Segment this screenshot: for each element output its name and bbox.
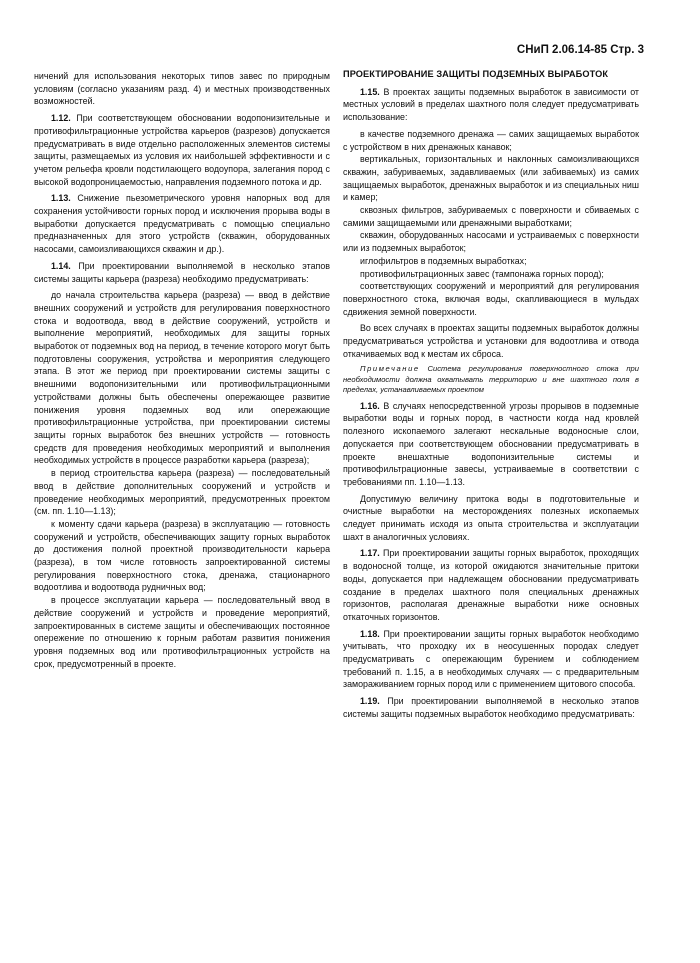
clause-number: 1.16.: [360, 400, 380, 411]
clause-number: 1.17.: [360, 548, 380, 559]
list-item: сквозных фильтров, забуриваемых с поверхности и сбиваемых с самими защищаемыми или дренажными выработками;: [343, 205, 639, 228]
note-text: Система регулирования поверхностного стока при необходимости должна охватывать территорию и вне шахтного поля в пределах, устанавливаемых проектом: [343, 364, 639, 395]
clause-text: При проектировании защиты горных выработок, проходящих в водоносной толще, из которой ожидаются значительные притоки воды, допускается при надлежащем обосновании предусматривать создание в пределах шахтного поля специальных дренажных горизонтов, располагая дренажные выработки ниже основных откаточных горизонтов.: [343, 548, 639, 622]
paragraph: [34, 70, 330, 108]
list-item: до начала строительства карьера (разреза) — ввод в действие внешних сооружений и устройств для регулирования поверхностного стока и водоотвода, ввод в действие сооружений, устройств и выполнение мероприятий, необходимых для защиты горных выработок от подземных вод на период, в течение которого могут быть подготовлены сооружения, устройства и мероприятия следующего этапа. В этот же период при проектировании системы защиты с внешними водопонизительными или противофильтрационными устройствами должны быть обеспечены опережающее развитие понижения уровня подземных вод или опережающие противофильтрационные устройства, при проектировании системы защиты горных выработок без внешних устройств — готовность средств для проведения необходимых мероприятий и выполнения необходимых устройств в процессе разработки карьера (разреза);: [34, 290, 330, 466]
paragraph: Допустимую величину притока воды в подготовительные и очистные выработки на месторождениях полезных ископаемых следует принимать исходя из опыта строительства и эксплуатации шахт в аналогичных условиях.: [343, 493, 639, 542]
list-item: к моменту сдачи карьера (разреза) в эксплуатацию — готовность сооружений и устройств, обеспечивающих защиту горных выработок до достижения полной проектной производительности карьера (разреза), в том числе готовность запроектированной системы регулирования поверхностного стока, дренажа, стационарного водоотлива и водоотвода рудничных вод;: [34, 518, 330, 593]
clause-text: В проектах защиты подземных выработок в зависимости от местных условий в пределах шахтного поля следует предусматривать использование:: [343, 86, 639, 123]
left-column: [34, 70, 330, 674]
clause-number: 1.12.: [51, 113, 71, 124]
clause-number: 1.18.: [360, 628, 380, 639]
clause-text: При проектировании защиты горных выработок необходимо учитывать, что проходку их в неосушенных породах следует предусматривать с опережающим бурением и соблюдением требований п. 1.15, а в необходимых случаях — с предварительным замораживанием горных пород или с применением щитового способа.: [343, 628, 639, 690]
list-item: в период строительства карьера (разреза) — последовательный ввод в действие дополнительных сооружений и устройств и проведение необходимых мероприятий, предусмотренных проектом (см. пп. 1.10—1.13);: [34, 468, 330, 517]
clause-text: В случаях непосредственной угрозы прорывов в подземные выработки воды и горных пород, в частности когда над кровлей полезного ископаемого залегают нескальные водоносные слои, допускается при соответствующем обосновании предусматривать в проекте внешахтные водопонизительные системы и противофильтрационные завесы, устраиваемые в соответствии с требованиями пп. 1.10—1.13.: [343, 400, 639, 487]
page-header: СНиП 2.06.14-85 Стр. 3: [516, 44, 644, 56]
clause-number: 1.14.: [51, 260, 71, 271]
list-item: иглофильтров в подземных выработках;: [360, 255, 527, 266]
clause-number: 1.19.: [360, 696, 380, 707]
clause-1-15: [343, 86, 639, 124]
clause-1-13: [34, 192, 330, 256]
clause-text: Снижение пьезометрического уровня напорных вод для сохранения устойчивости горных пород и исключения прорыва воды в выработки допускается предусматривать с помощью специально предназначенных для этого устройств (скважин, оборудованных насосами, самоизливающихся скважин и др.).: [34, 193, 330, 255]
list-item: в качестве подземного дренажа — самих защищаемых выработок с устройством в них дренажных канавок;: [343, 128, 639, 152]
clause-1-19: [343, 695, 639, 720]
clause-1-17: [343, 547, 639, 623]
list-item: противофильтрационных завес (тампонажа горных пород);: [360, 268, 604, 279]
clause-number: 1.15.: [360, 86, 380, 97]
paragraph: Во всех случаях в проектах защиты подземных выработок должны предусматриваться устройства и установки для водоотлива и отвода откачиваемых вод к местам их сброса.: [343, 323, 639, 359]
note-label: Примечание: [360, 364, 420, 374]
clause-1-18: [343, 628, 639, 692]
clause-1-16: [343, 400, 639, 489]
note: [343, 364, 639, 395]
list-item: в процессе эксплуатации карьера — последовательный ввод в действие сооружений и устройств и проведение мероприятий, запроектированных в системе защиты и обеспечивающих постоянное опережение по отношению к горным работам развития понижения уровня подземных вод или противофильтрационных устройств на срок, предусмотренный в проекте.: [34, 595, 330, 669]
clause-1-14: [34, 260, 330, 285]
list-item: соответствующих сооружений и мероприятий для регулирования поверхностного стока, включая воды, скапливающиеся в мульдах сдвижения земной поверхности.: [343, 281, 639, 317]
list-item: скважин, оборудованных насосами и устраиваемых с поверхности или из подземных выработок;: [343, 230, 639, 254]
paragraph-text: ничений для использования некоторых типов завес по природным условиям (согласно указаниям разд. 4) и местных производственных возможностей.: [34, 71, 330, 107]
list-item: вертикальных, горизонтальных и наклонных самоизливающихся скважин, забуриваемых, задавливаемых (или забиваемых) из самих защищаемых выработок, дренажных выработок и из специальных ниш и камер;: [343, 154, 639, 203]
clause-text: При проектировании выполняемой в несколько этапов системы защиты подземных выработок необходимо предусматривать:: [343, 696, 639, 719]
clause-text: При соответствующем обосновании водопонизительные и противофильтрационные устройства карьеров (разрезов) допускается предусматривать в виде отдельно расположенных элементов системы защиты, размещаемых из условия их наибольшей эффективности и с учетом рельефа кровли подстилающего водоупора, залегания пород с высокой водопроницаемостью, направления подземного потока и др.: [34, 113, 330, 187]
clause-1-12: [34, 112, 330, 188]
clause-text: При проектировании выполняемой в несколько этапов системы защиты карьера (разреза) необходимо предусматривать:: [34, 260, 330, 284]
section-title: ПРОЕКТИРОВАНИЕ ЗАЩИТЫ ПОДЗЕМНЫХ ВЫРАБОТОК: [343, 69, 609, 79]
right-column: [343, 68, 639, 725]
clause-number: 1.13.: [51, 193, 71, 204]
